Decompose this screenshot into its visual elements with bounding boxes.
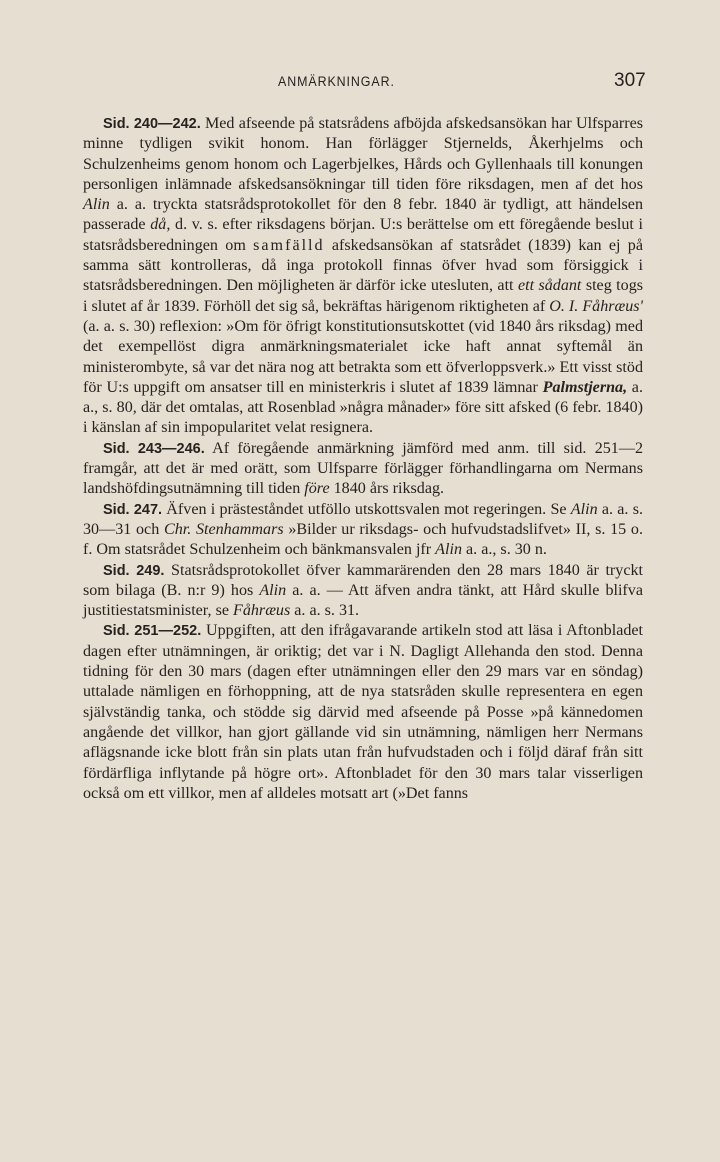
italic-emphasis: ett sådant (517, 277, 582, 295)
paragraph (83, 114, 643, 439)
text-run: »Bilder ur riksdags- och hufvudstadslifvet» II, s. 15 o. f. Om statsrådet Schulzenheim och bänkmansvalen jfr (83, 520, 643, 559)
page-number: 307 (614, 70, 646, 91)
italic-emphasis: Fåhræus (233, 602, 291, 620)
paragraph (83, 439, 643, 500)
page-reference: Sid. 251—252. (103, 623, 202, 640)
text-run: a. a. tryckta statsrådsprotokollet för den 8 febr. 1840 är tydligt, att händelsen passerade (83, 196, 643, 234)
spaced-emphasis: samfälld (253, 236, 325, 254)
italic-emphasis: Alin (570, 500, 598, 518)
italic-emphasis: Palmstjerna, (542, 378, 628, 396)
text-run: (a. a. s. 30) reflexion: »Om för öfrigt konstitutionsutskottet (vid 1840 års riksdag) med det exempellöst digra anmärkningsmaterialet icke haft annat syftemål än ministerombyte, så var det nära nog att betrakta som ett öfverloppsverk.» Ett visst stöd för U:s uppgift om ansatser till en ministerkris i slutet af 1839 lämnar (83, 317, 643, 396)
italic-emphasis: O. I. Fåhræus' (549, 297, 643, 315)
text-run: 1840 års riksdag. (329, 480, 445, 498)
italic-emphasis: före (304, 480, 330, 498)
body-text (83, 114, 643, 804)
text-run: a. a. s. 30—31 och (83, 500, 643, 538)
text-run: a. a. — Att äfven andra tänkt, att Hård skulle blifva justitiestatsminister, se (83, 581, 643, 620)
italic-emphasis: Alin (435, 541, 462, 559)
text-run: a. a., s. 80, där det omtalas, att Rosenblad »några månader» före sitt afsked (6 febr. 1840) i känslan af sin impopularitet velat resignera. (83, 378, 643, 437)
italic-emphasis: då, (150, 216, 171, 234)
text-run: steg togs i slutet af år 1839. Förhöll det sig så, bekräftas härigenom riktigheten af (83, 277, 643, 315)
italic-emphasis: Alin (259, 581, 287, 599)
text-run: Statsrådsprotokollet öfver kammarärenden den 28 mars 1840 är tryckt som bilaga (B. n:r 9) hos (83, 561, 643, 599)
page-reference: Sid. 247. (103, 501, 163, 518)
text-run: Med afseende på statsrådens afböjda afskedsansökan har Ulfsparres minne tydligen svikit honom. Han förlägger Stjernelds, Åkerhjelms och Schulzenheims genom honom och Lagerbjelkes, Hårds och Gyllenhaals till konungen personligen inlämnade afskedsansökningar till tiden före riksdagen, men af det hos (83, 115, 643, 193)
text-run: Uppgiften, att den ifrågavarande artikeln stod att läsa i Aftonbladet dagen efter utnämningen, är oriktig; det var i N. Dagligt Allehanda den stod. Denna tidning för den 30 mars (dagen efter utnämningen eller den 29 mars var en söndag) uttalade nämligen en förhoppning, att de nya statsråden skulle representera en egen självständig tanka, och stödde sig därvid med afseende på Posse »på kännedomen angående det villkor, han gjort gällande vid sin utnämning, nämligen herr Nermans aflägsnande icke blott från sin plats utan från hufvudstaden och i följd däraf från sitt fördärfliga inflytande på högre ort». Aftonbladet för den 30 mars talar visserligen också om ett villkor, men af alldeles motsatt art (»Det fanns (83, 622, 643, 802)
page-reference: Sid. 249. (103, 562, 165, 579)
text-run: afskedsansökan af statsrådet (1839) kan ej på samma sätt kontrolleras, då inga protokoll finnas öfver hvad som försiggick i statsrådsberedningen. Den möjligheten är därför icke utesluten, att (83, 236, 643, 295)
page-reference: Sid. 240—242. (103, 116, 201, 132)
text-run: a. a., s. 30 n. (462, 541, 547, 559)
page-header (0, 68, 720, 94)
page-reference: Sid. 243—246. (103, 440, 205, 457)
text-run: d. v. s. efter riksdagens början. U:s berättelse om ett föregående beslut i statsrådsberedningen om (83, 216, 643, 254)
text-run: Af föregående anmärkning jämförd med anm. till sid. 251—2 framgår, att det är med orätt, som Ulfsparre förlägger förhandlingarna om Nermans landshöfdingsutnämning till tiden (83, 439, 643, 498)
text-run: Äfven i prästeståndet utföllo utskottsvalen mot regeringen. Se (162, 500, 571, 518)
paragraph (83, 621, 643, 804)
italic-emphasis: Chr. Stenhammars (163, 520, 284, 538)
paragraph (83, 561, 643, 622)
running-title: ANMÄRKNINGAR. (278, 74, 395, 89)
italic-emphasis: Alin (83, 196, 110, 214)
paragraph (83, 500, 643, 561)
text-run: a. a. s. 31. (290, 602, 360, 620)
